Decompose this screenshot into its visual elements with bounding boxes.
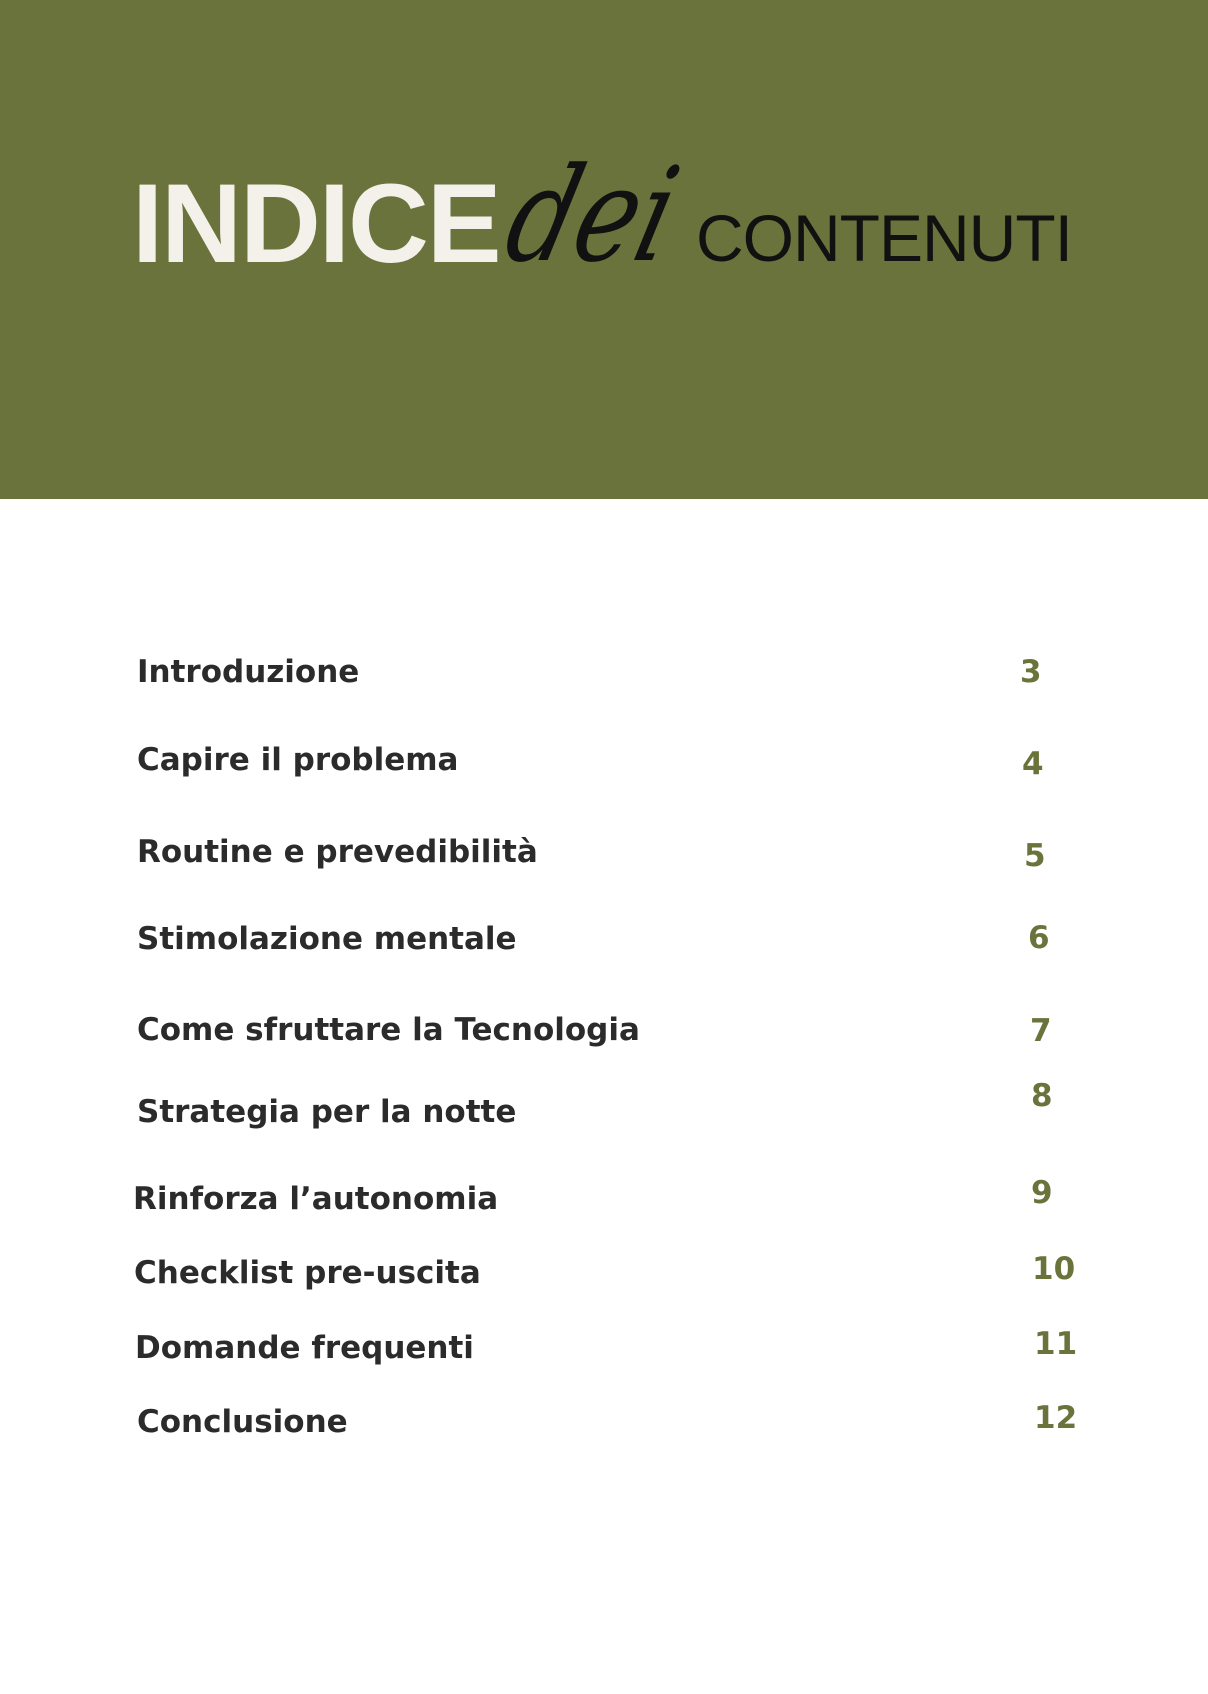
- toc-entry-page[interactable]: 4: [1022, 746, 1044, 782]
- toc-entry-page[interactable]: 3: [1020, 654, 1042, 690]
- toc-entry-page[interactable]: 6: [1028, 920, 1050, 956]
- toc-entry-label[interactable]: Rinforza l’autonomia: [133, 1181, 499, 1217]
- toc-entry-page[interactable]: 7: [1030, 1013, 1052, 1049]
- toc-entry-label[interactable]: Capire il problema: [137, 742, 459, 778]
- toc-entry-page[interactable]: 8: [1031, 1078, 1053, 1114]
- toc-entry-page[interactable]: 12: [1034, 1400, 1078, 1436]
- toc-entry-page[interactable]: 9: [1031, 1175, 1053, 1211]
- toc-entry-page[interactable]: 11: [1034, 1326, 1078, 1362]
- title-main: INDICE: [132, 161, 500, 286]
- toc-entry-label[interactable]: Strategia per la notte: [137, 1094, 517, 1130]
- toc-entry-page[interactable]: 10: [1032, 1251, 1076, 1287]
- toc-entry-label[interactable]: Conclusione: [137, 1404, 348, 1440]
- title-sub: CONTENUTI: [696, 201, 1072, 275]
- toc-entry-page[interactable]: 5: [1024, 838, 1046, 874]
- toc-entry-label[interactable]: Stimolazione mentale: [137, 921, 517, 957]
- toc-entry-label[interactable]: Introduzione: [137, 654, 360, 690]
- toc-entry-label[interactable]: Domande frequenti: [135, 1330, 474, 1366]
- title-script: dei: [492, 138, 693, 292]
- toc-entry-label[interactable]: Routine e prevedibilità: [137, 834, 538, 870]
- toc-entry-label[interactable]: Come sfruttare la Tecnologia: [137, 1012, 640, 1048]
- toc-entry-label[interactable]: Checklist pre-uscita: [134, 1255, 481, 1291]
